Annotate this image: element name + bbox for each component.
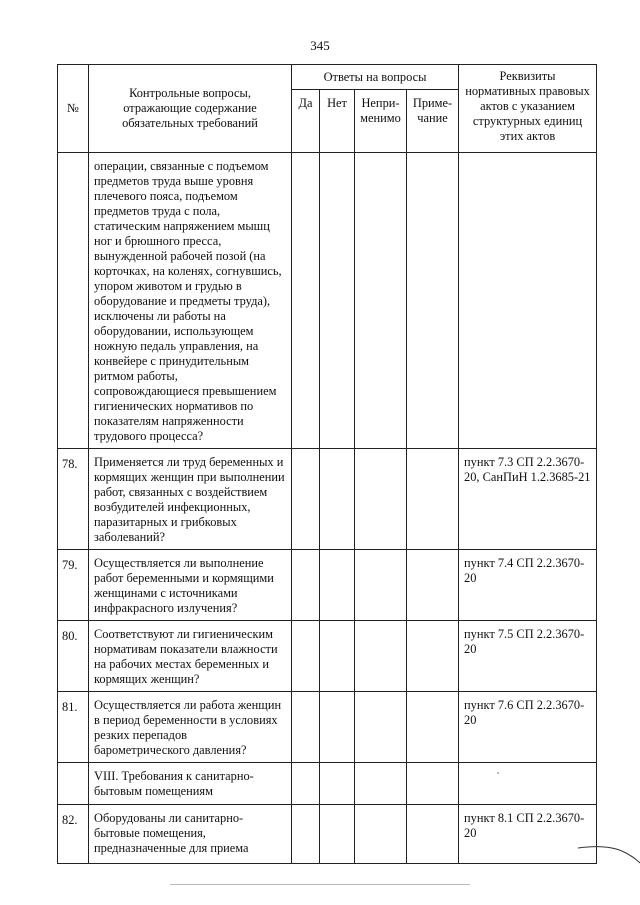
table-row (58, 449, 597, 550)
answer-not-applicable-cell[interactable] (355, 692, 407, 763)
row-number (58, 763, 89, 805)
row-number: 82. (58, 805, 89, 864)
header-not-applicable: Непри- менимо (355, 90, 407, 153)
row-question: операции, связанные с подъемом предметов труда выше уровня плечевого пояса, подъемом предметов труда с пола, статическим напряжением мышц ног и брюшного пресса, вынужденной рабочей позой (на корточках, на коленях, согнувшись, упором животом и грудью в оборудование и предметы труда), исключены ли работы на оборудовании, использующем ножную педаль управления, на конвейере с принудительным ритмом работы, сопровождающиеся превышением гигиенических нормативов по показателям напряженности трудового процесса? (89, 153, 292, 449)
row-requisite: пункт 8.1 СП 2.2.3670-20 (459, 805, 597, 864)
row-question: Осуществляется ли работа женщин в период беременности в условиях резких перепадов барометрического давления? (89, 692, 292, 763)
checklist-table (57, 64, 597, 864)
answer-no-cell[interactable] (320, 153, 355, 449)
answer-yes-cell[interactable] (292, 621, 320, 692)
row-number: 78. (58, 449, 89, 550)
row-question: Оборудованы ли санитарно-бытовые помещения, предназначенные для приема (89, 805, 292, 864)
answer-yes-cell[interactable] (292, 805, 320, 864)
answer-no-cell[interactable] (320, 692, 355, 763)
header-requisites: Реквизиты нормативных правовых актов с указанием структурных единиц этих актов (459, 65, 597, 153)
answer-yes-cell[interactable] (292, 550, 320, 621)
header-question: Контрольные вопросы, отражающие содержание обязательных требований (89, 65, 292, 153)
answer-no-cell[interactable] (320, 621, 355, 692)
scan-artifact-curve (578, 842, 640, 864)
answer-note-cell[interactable] (407, 550, 459, 621)
answer-not-applicable-cell[interactable] (355, 550, 407, 621)
row-requisite (459, 153, 597, 449)
row-number: 81. (58, 692, 89, 763)
row-requisite: пункт 7.6 СП 2.2.3670-20 (459, 692, 597, 763)
row-requisite: пункт 7.5 СП 2.2.3670-20 (459, 621, 597, 692)
row-requisite: пункт 7.3 СП 2.2.3670-20, СанПиН 1.2.3685-21 (459, 449, 597, 550)
table-row (58, 805, 597, 864)
answer-no-cell[interactable] (320, 805, 355, 864)
row-number (58, 153, 89, 449)
bottom-rule (170, 884, 470, 885)
answer-not-applicable-cell[interactable] (355, 449, 407, 550)
answer-note-cell[interactable] (407, 621, 459, 692)
row-requisite (459, 763, 597, 805)
scan-speck (497, 772, 499, 774)
answer-yes-cell[interactable] (292, 449, 320, 550)
answer-no-cell (320, 763, 355, 805)
row-question: Применяется ли труд беременных и кормящих женщин при выполнении работ, связанных с воздействием возбудителей инфекционных, паразитарных и грибковых заболеваний? (89, 449, 292, 550)
header-answers: Ответы на вопросы (292, 65, 459, 90)
row-question: Осуществляется ли выполнение работ беременными и кормящими женщинами с источниками инфракрасного излучения? (89, 550, 292, 621)
header-yes: Да (292, 90, 320, 153)
header-number: № (58, 65, 89, 153)
row-question: Соответствуют ли гигиеническим нормативам показатели влажности на рабочих местах беременных и кормящих женщин? (89, 621, 292, 692)
answer-not-applicable-cell[interactable] (355, 153, 407, 449)
table-row (58, 621, 597, 692)
table-row (58, 692, 597, 763)
answer-note-cell[interactable] (407, 805, 459, 864)
table-row (58, 153, 597, 449)
answer-note-cell[interactable] (407, 449, 459, 550)
header-no: Нет (320, 90, 355, 153)
answer-yes-cell[interactable] (292, 692, 320, 763)
header-note: Приме- чание (407, 90, 459, 153)
answer-not-applicable-cell[interactable] (355, 621, 407, 692)
answer-note-cell[interactable] (407, 153, 459, 449)
answer-note-cell[interactable] (407, 692, 459, 763)
section-title: VIII. Требования к санитарно-бытовым помещениям (89, 763, 292, 805)
page-number: 345 (310, 38, 330, 53)
answer-no-cell[interactable] (320, 550, 355, 621)
row-number: 80. (58, 621, 89, 692)
answer-not-applicable-cell (355, 763, 407, 805)
section-header-row (58, 763, 597, 805)
answer-yes-cell[interactable] (292, 153, 320, 449)
table-row (58, 550, 597, 621)
answer-note-cell (407, 763, 459, 805)
answer-no-cell[interactable] (320, 449, 355, 550)
answer-not-applicable-cell[interactable] (355, 805, 407, 864)
answer-yes-cell (292, 763, 320, 805)
row-number: 79. (58, 550, 89, 621)
table-header-row (58, 65, 597, 90)
row-requisite: пункт 7.4 СП 2.2.3670-20 (459, 550, 597, 621)
